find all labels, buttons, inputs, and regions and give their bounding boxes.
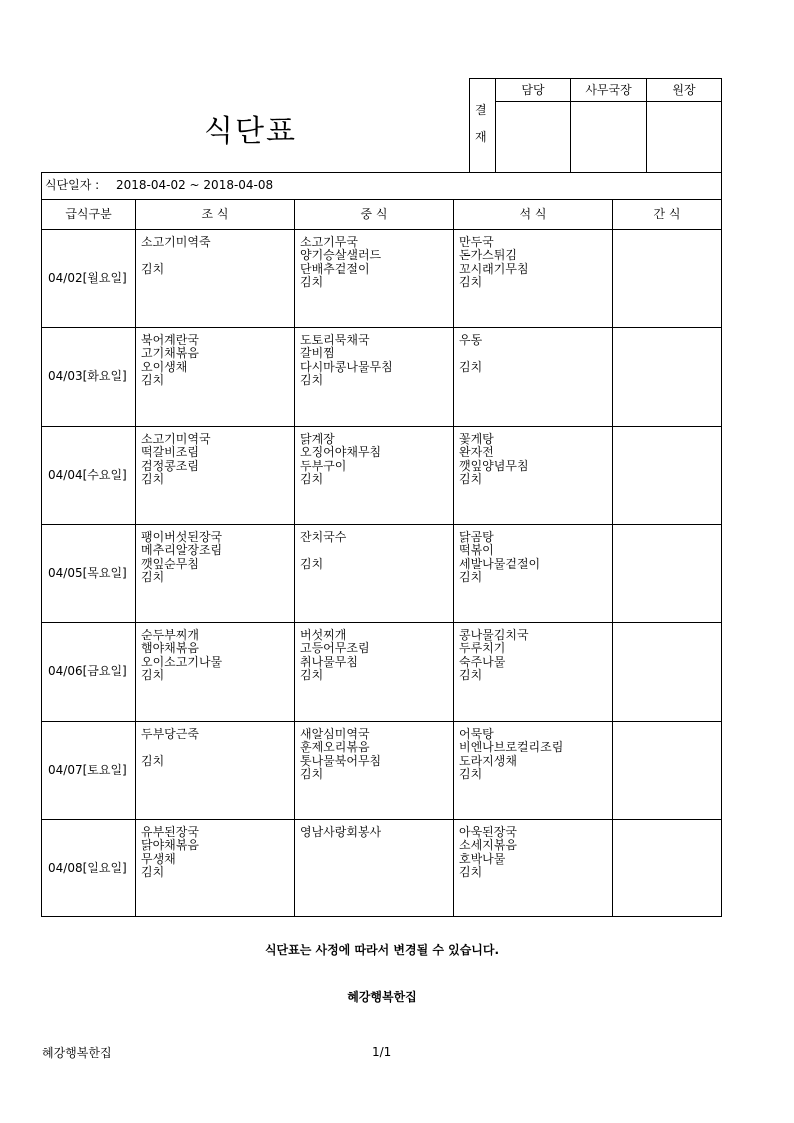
page-number: 1/1 xyxy=(372,1045,392,1059)
menu-item: 돈가스튀김 xyxy=(459,248,517,263)
menu-item: 북어계란국 xyxy=(141,333,199,347)
menu-item: 두부구이 xyxy=(300,458,347,473)
menu-item: 소세지볶음 xyxy=(459,838,517,853)
day-label: 04/03[화요일] xyxy=(48,369,127,383)
menu-item: 숙주나물 xyxy=(459,654,506,669)
menu-item: 김치 xyxy=(300,556,324,571)
menu-item: 김치 xyxy=(300,373,324,388)
menu-item: 고기채볶음 xyxy=(141,346,199,361)
menu-item: 김치 xyxy=(141,261,165,276)
breakfast-cell xyxy=(141,826,199,880)
menu-item: 깻잎순무침 xyxy=(141,556,199,571)
dinner-cell xyxy=(459,629,529,683)
menu-item: 비엔나브로컬리조림 xyxy=(459,740,564,755)
approval-label-char: 재 xyxy=(475,130,487,144)
day-label: 04/08[일요일] xyxy=(48,861,127,875)
menu-item: 취나물무침 xyxy=(300,654,358,669)
menu-item: 떡갈비조림 xyxy=(141,445,199,460)
menu-item: 김치 xyxy=(141,373,165,388)
menu-item: 우동 xyxy=(459,333,483,347)
menu-item: 완자전 xyxy=(459,445,494,460)
dinner-cell xyxy=(459,334,482,374)
breakfast-cell xyxy=(141,629,222,683)
approval-header-director: 원장 xyxy=(672,83,696,97)
dinner-cell xyxy=(459,531,540,585)
menu-item: 김치 xyxy=(459,275,483,290)
menu-item: 꽃게탕 xyxy=(459,432,494,446)
approval-signature-manager[interactable] xyxy=(496,102,570,172)
header-dinner: 석 식 xyxy=(519,207,547,221)
menu-item: 김치 xyxy=(459,359,483,374)
header-breakfast: 조 식 xyxy=(201,207,229,221)
header-snack: 간 식 xyxy=(653,207,681,221)
menu-item: 오징어야채무침 xyxy=(300,445,382,460)
snack-cell xyxy=(613,623,721,721)
menu-item: 소고기미역국 xyxy=(141,432,211,446)
menu-item: 김치 xyxy=(459,668,483,683)
period-label: 식단일자 : xyxy=(45,178,100,192)
menu-item: 유부된장국 xyxy=(141,825,199,839)
breakfast-cell xyxy=(141,433,211,487)
day-label: 04/04[수요일] xyxy=(48,468,127,482)
snack-cell xyxy=(613,328,721,426)
menu-item: 김치 xyxy=(141,472,165,487)
menu-item: 김치 xyxy=(459,472,483,487)
menu-item: 메추리알장조림 xyxy=(141,543,223,558)
period-range: 2018-04-02 ~ 2018-04-08 xyxy=(116,178,274,192)
menu-item: 호박나물 xyxy=(459,851,506,866)
dinner-cell xyxy=(459,433,529,487)
menu-item: 도라지생채 xyxy=(459,753,517,768)
approval-header-manager: 담당 xyxy=(521,83,545,97)
menu-item: 세발나물겉절이 xyxy=(459,556,541,571)
page-title: 식단표 xyxy=(204,114,297,149)
menu-item: 새알심미역국 xyxy=(300,727,370,741)
snack-cell xyxy=(613,722,721,819)
menu-item xyxy=(141,741,199,754)
menu-item: 단배추겉절이 xyxy=(300,261,370,276)
menu-item: 김치 xyxy=(141,753,165,768)
menu-item xyxy=(141,249,211,262)
footer-institution: 혜강행복한집 xyxy=(42,1046,112,1060)
dinner-cell xyxy=(459,826,517,880)
menu-item: 소고기무국 xyxy=(300,235,358,249)
menu-item xyxy=(459,347,482,360)
menu-item: 두루치기 xyxy=(459,641,506,656)
snack-cell xyxy=(613,427,721,524)
menu-item: 순두부찌개 xyxy=(141,628,199,642)
menu-item: 김치 xyxy=(141,865,165,880)
lunch-cell xyxy=(300,433,381,487)
change-notice: 식단표는 사정에 따라서 변경될 수 있습니다. xyxy=(264,943,500,957)
menu-item: 도토리묵채국 xyxy=(300,333,370,347)
menu-item: 김치 xyxy=(300,472,324,487)
dinner-cell xyxy=(459,728,563,782)
menu-item: 김치 xyxy=(459,570,483,585)
day-label: 04/05[목요일] xyxy=(48,566,127,580)
breakfast-cell xyxy=(141,531,222,585)
menu-item: 깻잎양념무침 xyxy=(459,458,529,473)
day-label: 04/02[월요일] xyxy=(48,271,127,285)
menu-item: 꼬시래기무침 xyxy=(459,261,529,276)
day-label: 04/06[금요일] xyxy=(48,664,127,678)
approval-signature-secretary[interactable] xyxy=(571,102,646,172)
approval-signature-director[interactable] xyxy=(647,102,721,172)
lunch-cell xyxy=(300,629,370,683)
breakfast-cell xyxy=(141,236,211,276)
menu-item: 다시마콩나물무침 xyxy=(300,359,393,374)
institution-name: 혜강행복한집 xyxy=(347,990,417,1004)
menu-item: 두부당근죽 xyxy=(141,727,199,741)
menu-item: 무생채 xyxy=(141,851,176,866)
breakfast-cell xyxy=(141,334,199,388)
day-label: 04/07[토요일] xyxy=(48,763,127,777)
menu-item: 고등어무조림 xyxy=(300,641,370,656)
menu-item: 훈제오리볶음 xyxy=(300,740,370,755)
menu-item: 만두국 xyxy=(459,235,494,249)
menu-item: 김치 xyxy=(459,865,483,880)
menu-item: 어묵탕 xyxy=(459,727,494,741)
menu-item: 버섯찌개 xyxy=(300,628,347,642)
menu-item: 햄야채볶음 xyxy=(141,641,199,656)
menu-item: 김치 xyxy=(300,767,324,782)
approval-label-char: 결 xyxy=(475,103,487,117)
menu-item: 검정콩조림 xyxy=(141,458,199,473)
menu-item: 김치 xyxy=(141,570,165,585)
header-meal-category: 급식구분 xyxy=(65,207,112,221)
menu-item: 김치 xyxy=(459,767,483,782)
approval-header-secretary: 사무국장 xyxy=(585,83,632,97)
menu-item: 소고기미역죽 xyxy=(141,235,211,249)
dinner-cell xyxy=(459,236,529,290)
menu-item: 팽이버섯된장국 xyxy=(141,530,223,544)
snack-cell xyxy=(613,820,721,916)
snack-cell xyxy=(613,230,721,327)
menu-item: 김치 xyxy=(300,668,324,683)
breakfast-cell xyxy=(141,728,199,768)
menu-item: 오이생채 xyxy=(141,359,188,374)
snack-cell xyxy=(613,525,721,622)
menu-item: 영남사랑회봉사 xyxy=(300,825,382,839)
menu-item xyxy=(300,544,346,557)
menu-item: 콩나물김치국 xyxy=(459,628,529,642)
header-lunch: 중 식 xyxy=(360,207,388,221)
lunch-cell xyxy=(300,236,381,290)
menu-item: 닭계장 xyxy=(300,432,335,446)
menu-item: 오이소고기나물 xyxy=(141,654,223,669)
lunch-cell xyxy=(300,334,393,388)
menu-item: 김치 xyxy=(300,275,324,290)
menu-item: 갈비찜 xyxy=(300,346,335,361)
menu-item: 닭곰탕 xyxy=(459,530,494,544)
menu-item: 양기승살샐러드 xyxy=(300,248,382,263)
menu-item: 아욱된장국 xyxy=(459,825,517,839)
menu-item: 톳나물북어무침 xyxy=(300,753,382,768)
lunch-cell xyxy=(300,531,346,571)
lunch-cell xyxy=(300,728,381,782)
lunch-cell xyxy=(300,826,381,839)
menu-item: 떡볶이 xyxy=(459,543,494,558)
menu-item: 김치 xyxy=(141,668,165,683)
menu-item: 닭야채볶음 xyxy=(141,838,199,853)
menu-item: 잔치국수 xyxy=(300,530,347,544)
